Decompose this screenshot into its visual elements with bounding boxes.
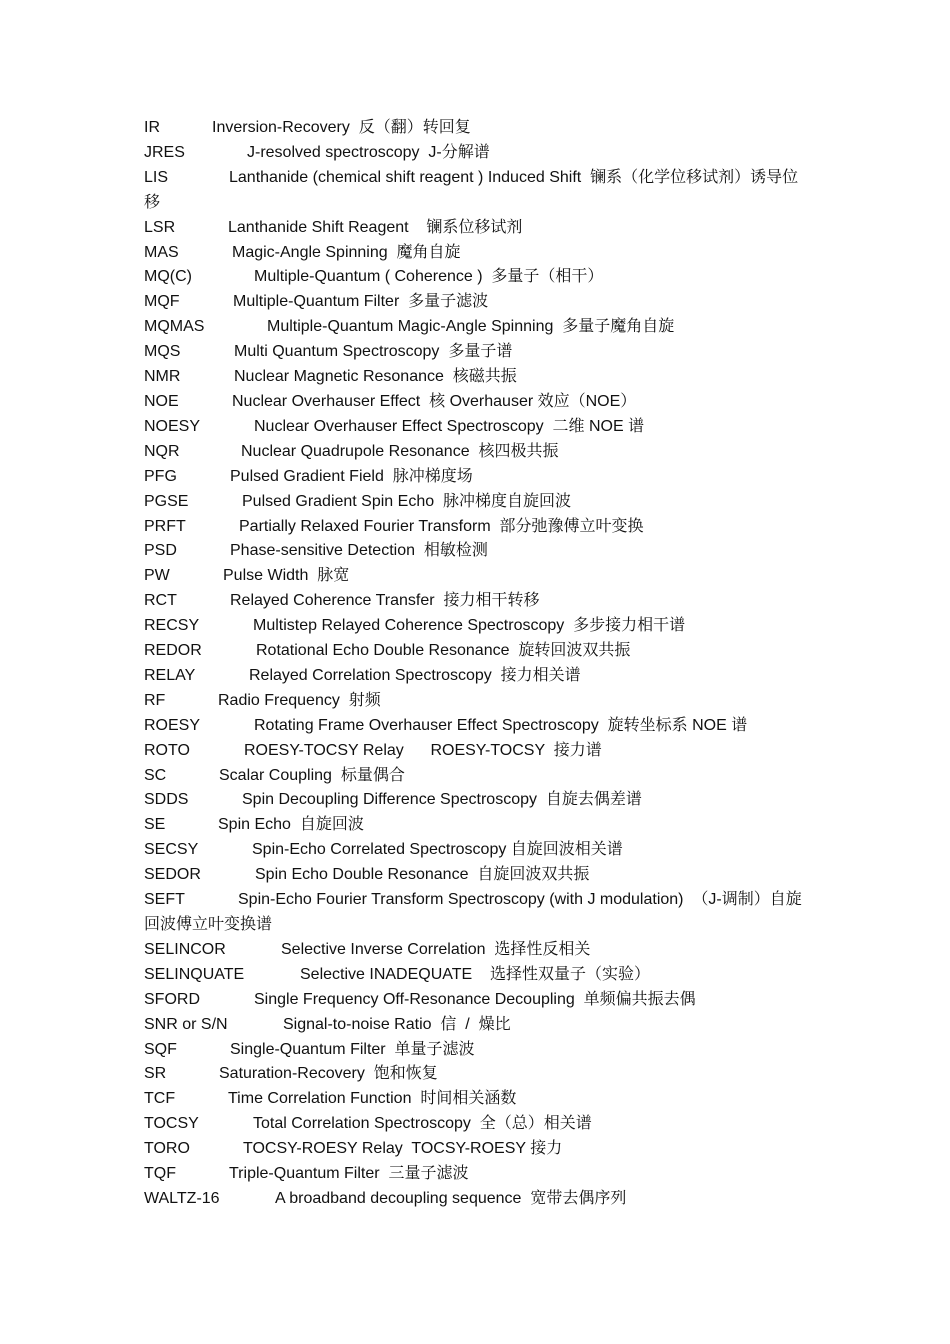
glossary-entry: [144, 290, 812, 315]
glossary-entry: [144, 988, 812, 1013]
entry-definition: Multistep Relayed Coherence Spectroscopy 多步接力相干谱: [253, 617, 686, 635]
entry-abbreviation: REDOR: [144, 642, 202, 660]
glossary-entry: [144, 664, 812, 689]
entry-abbreviation: NQR: [144, 442, 180, 460]
glossary-entry: [144, 1112, 812, 1137]
entry-definition: Spin Decoupling Difference Spectroscopy 自旋去偶差谱: [242, 791, 642, 809]
entry-abbreviation: SNR or S/N: [144, 1015, 228, 1033]
entry-definition: Magic-Angle Spinning 魔角自旋: [232, 243, 461, 261]
entry-abbreviation: ROESY: [144, 716, 201, 734]
glossary-entry: [144, 938, 812, 963]
entry-definition: Multiple-Quantum Magic-Angle Spinning 多量子魔角自旋: [267, 318, 675, 336]
entry-definition: Triple-Quantum Filter 三量子滤波: [229, 1165, 469, 1183]
entry-definition: Multiple-Quantum Filter 多量子滤波: [233, 293, 489, 311]
glossary-entry: [144, 1162, 812, 1187]
entry-definition: ROESY-TOCSY Relay ROESY-TOCSY 接力谱: [244, 741, 602, 759]
glossary-entry: [144, 589, 812, 614]
glossary-entry: [144, 340, 812, 365]
entry-definition: Pulsed Gradient Field 脉冲梯度场: [230, 467, 473, 485]
entry-abbreviation: SR: [144, 1065, 167, 1083]
entry-definition: Rotating Frame Overhauser Effect Spectroscopy 旋转坐标系 NOE 谱: [254, 716, 748, 734]
entry-abbreviation: SEFT: [144, 891, 185, 909]
entry-abbreviation: NOESY: [144, 417, 201, 435]
glossary-entry: [144, 739, 812, 764]
glossary-entry: [144, 813, 812, 838]
entry-abbreviation: MQS: [144, 343, 181, 361]
glossary-entry: [144, 1038, 812, 1063]
glossary-entry: [144, 714, 812, 739]
entry-definition: Relayed Correlation Spectroscopy 接力相关谱: [249, 666, 581, 684]
entry-abbreviation: TCF: [144, 1090, 176, 1108]
entry-abbreviation: LIS: [144, 168, 169, 186]
entry-abbreviation: MQ(C): [144, 268, 192, 286]
glossary-entry: [144, 141, 812, 166]
entry-abbreviation: NOE: [144, 392, 179, 410]
entry-abbreviation: LSR: [144, 218, 176, 236]
entry-abbreviation: SELINQUATE: [144, 965, 245, 983]
glossary-entry: [144, 440, 812, 465]
entry-abbreviation: MAS: [144, 243, 179, 261]
entry-abbreviation: SDDS: [144, 791, 189, 809]
entry-abbreviation: SC: [144, 766, 167, 784]
entry-definition: Nuclear Magnetic Resonance 核磁共振: [234, 368, 517, 386]
glossary-entry: [144, 689, 812, 714]
entry-abbreviation: SE: [144, 816, 166, 834]
glossary-entry: [144, 465, 812, 490]
entry-abbreviation: ROTO: [144, 741, 190, 759]
entry-definition: Nuclear Overhauser Effect Spectroscopy 二维 NOE 谱: [254, 417, 645, 435]
entry-definition: Partially Relaxed Fourier Transform 部分弛豫傅立叶变换: [239, 517, 644, 535]
entry-abbreviation: TOCSY: [144, 1115, 199, 1133]
entry-abbreviation: RELAY: [144, 666, 196, 684]
entry-abbreviation: NMR: [144, 368, 181, 386]
entry-abbreviation: PW: [144, 567, 170, 585]
entry-abbreviation: PRFT: [144, 517, 186, 535]
entry-abbreviation: MQMAS: [144, 318, 205, 336]
entry-abbreviation: WALTZ-16: [144, 1189, 220, 1207]
entry-abbreviation: JRES: [144, 143, 185, 161]
entry-definition: Nuclear Overhauser Effect 核 Overhauser 效应（NOE）: [232, 392, 637, 410]
entry-definition: Radio Frequency 射频: [218, 691, 381, 709]
entry-definition: Single Frequency Off-Resonance Decoupling 单频偏共振去偶: [254, 990, 696, 1008]
entry-abbreviation: SQF: [144, 1040, 177, 1058]
entry-abbreviation: SEDOR: [144, 866, 201, 884]
entry-definition: Spin Echo 自旋回波: [218, 816, 364, 834]
glossary-entry: [144, 963, 812, 988]
entry-definition: Nuclear Quadrupole Resonance 核四极共振: [241, 442, 559, 460]
glossary-entry: [144, 415, 812, 440]
entry-abbreviation: SELINCOR: [144, 940, 226, 958]
glossary-entry: [144, 216, 812, 241]
entry-definition: Pulse Width 脉宽: [223, 567, 350, 585]
entry-definition: Lanthanide (chemical shift reagent ) Induced Shift 镧系（化学位移试剂）诱导位移: [144, 168, 799, 211]
entry-definition: Lanthanide Shift Reagent 镧系位移试剂: [228, 218, 523, 236]
entry-definition: Total Correlation Spectroscopy 全（总）相关谱: [253, 1115, 592, 1133]
glossary-entry: [144, 1062, 812, 1087]
entry-definition: Multi Quantum Spectroscopy 多量子谱: [234, 343, 513, 361]
entry-definition: Spin-Echo Fourier Transform Spectroscopy (with J modulation) （J-调制）自旋回波傅立叶变换谱: [144, 891, 802, 933]
entry-abbreviation: PGSE: [144, 492, 189, 510]
entry-definition: Spin Echo Double Resonance 自旋回波双共振: [255, 866, 590, 884]
entry-definition: Signal-to-noise Ratio 信 / 燥比: [283, 1015, 511, 1033]
entry-abbreviation: SFORD: [144, 990, 200, 1008]
glossary-entry: [144, 788, 812, 813]
glossary-entry: [144, 1013, 812, 1038]
entry-abbreviation: SECSY: [144, 841, 199, 859]
glossary-entry: [144, 888, 812, 938]
entry-abbreviation: RECSY: [144, 617, 200, 635]
glossary-entry: [144, 838, 812, 863]
glossary-entry: [144, 390, 812, 415]
glossary-entry: [144, 365, 812, 390]
entry-abbreviation: PSD: [144, 542, 177, 560]
entry-definition: Phase-sensitive Detection 相敏检测: [230, 542, 488, 560]
entry-definition: Time Correlation Function 时间相关涵数: [228, 1090, 517, 1108]
entry-definition: Single-Quantum Filter 单量子滤波: [230, 1040, 475, 1058]
entry-abbreviation: TORO: [144, 1140, 190, 1158]
glossary-entry: [144, 166, 812, 216]
glossary-entry: [144, 315, 812, 340]
glossary-entry: [144, 639, 812, 664]
glossary-entry: [144, 614, 812, 639]
entry-definition: Selective Inverse Correlation 选择性反相关: [281, 940, 591, 958]
glossary-page: [144, 116, 812, 1212]
entry-abbreviation: MQF: [144, 293, 180, 311]
entry-abbreviation: PFG: [144, 467, 177, 485]
glossary-entry: [144, 241, 812, 266]
glossary-entry: [144, 863, 812, 888]
entry-definition: Pulsed Gradient Spin Echo 脉冲梯度自旋回波: [242, 492, 572, 510]
glossary-entry: [144, 564, 812, 589]
glossary-entry: [144, 490, 812, 515]
entry-definition: Saturation-Recovery 饱和恢复: [219, 1065, 438, 1083]
entry-definition: Rotational Echo Double Resonance 旋转回波双共振: [256, 642, 631, 660]
entry-definition: Scalar Coupling 标量偶合: [219, 766, 405, 784]
glossary-entry: [144, 539, 812, 564]
entry-definition: TOCSY-ROESY Relay TOCSY-ROESY 接力: [243, 1140, 563, 1158]
entry-abbreviation: RF: [144, 691, 166, 709]
glossary-entry: [144, 1187, 812, 1212]
entry-definition: J-resolved spectroscopy J-分解谱: [247, 143, 490, 161]
glossary-entry: [144, 265, 812, 290]
glossary-entry: [144, 515, 812, 540]
entry-definition: Inversion-Recovery 反（翻）转回复: [212, 119, 471, 136]
glossary-entry: [144, 764, 812, 789]
entry-definition: Relayed Coherence Transfer 接力相干转移: [230, 592, 540, 610]
entry-definition: Selective INADEQUATE 选择性双量子（实验）: [300, 965, 650, 983]
entry-abbreviation: RCT: [144, 592, 177, 610]
glossary-entry: [144, 1087, 812, 1112]
glossary-entry: [144, 116, 812, 141]
entry-abbreviation: TQF: [144, 1165, 176, 1183]
glossary-entry: [144, 1137, 812, 1162]
glossary-list: [144, 116, 812, 1212]
entry-abbreviation: IR: [144, 119, 160, 136]
entry-definition: Multiple-Quantum ( Coherence ) 多量子（相干）: [254, 268, 604, 286]
entry-definition: Spin-Echo Correlated Spectroscopy 自旋回波相关谱: [252, 841, 623, 859]
entry-definition: A broadband decoupling sequence 宽带去偶序列: [275, 1189, 627, 1207]
